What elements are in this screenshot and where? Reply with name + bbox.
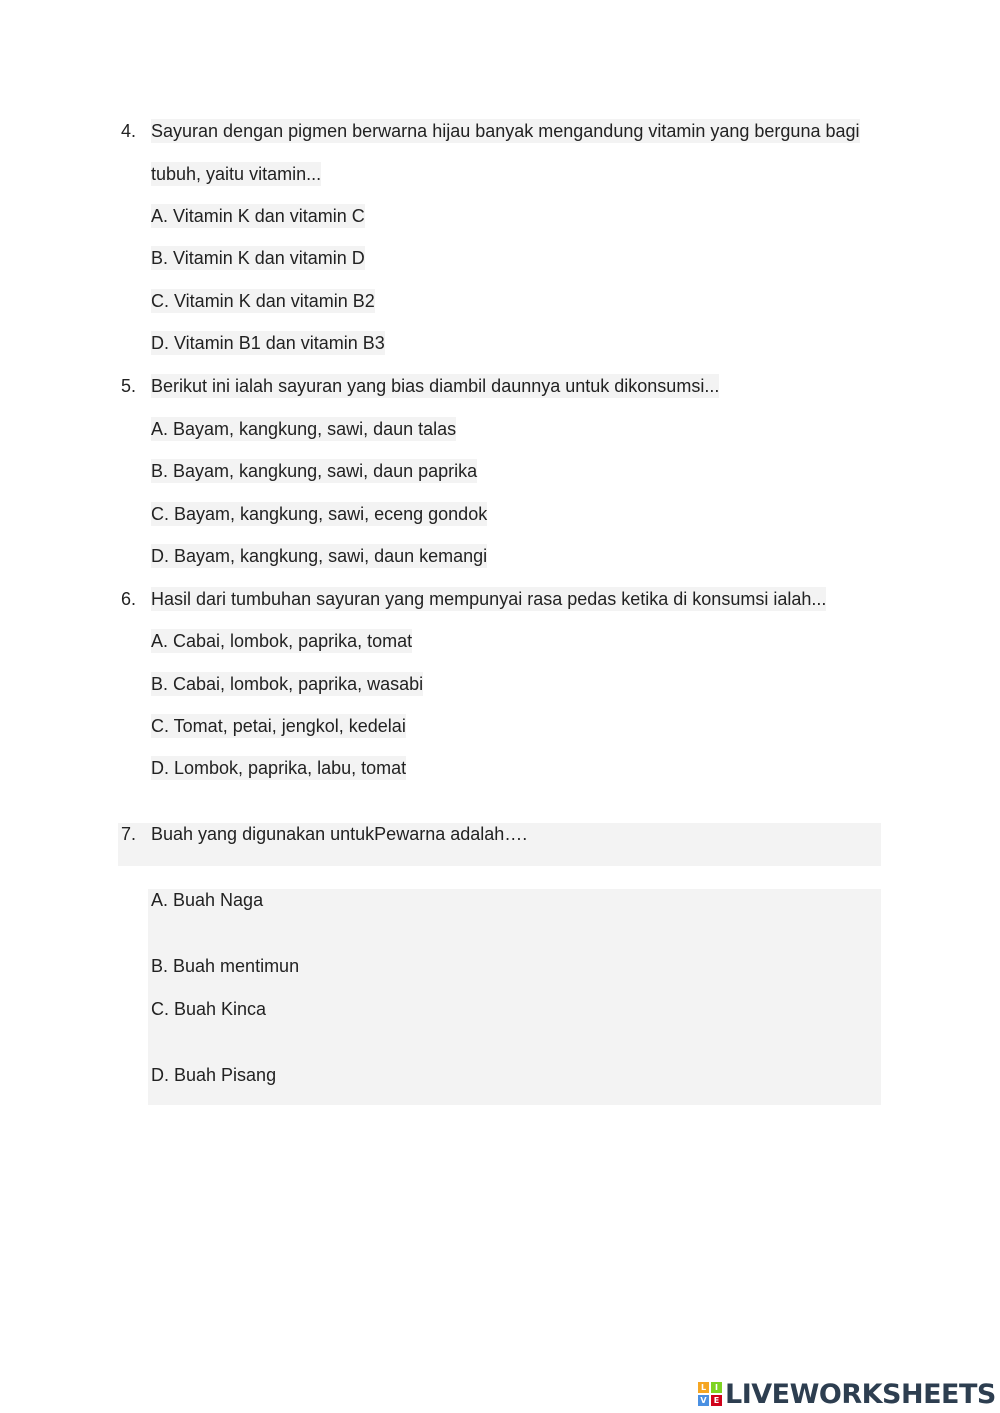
question-4-option-b[interactable]: B. Vitamin K dan vitamin D [151,248,365,268]
question-4-number: 4. [121,121,137,141]
question-7-option-a[interactable]: A. Buah Naga [151,890,264,910]
question-4-text-line1: Sayuran dengan pigmen berwarna hijau banyak mengandung vitamin yang berguna bagi [151,121,860,141]
question-5-text: Berikut ini ialah sayuran yang bias diambil daunnya untuk dikonsumsi... [151,376,720,396]
logo-cell-l: L [698,1382,709,1393]
question-7-number: 7. [121,824,137,844]
question-6-number: 6. [121,589,137,609]
logo-cell-e: E [711,1395,722,1406]
question-6-option-b[interactable]: B. Cabai, lombok, paprika, wasabi [151,674,424,694]
question-4-option-c[interactable]: C. Vitamin K dan vitamin B2 [151,291,375,311]
question-4-option-a[interactable]: A. Vitamin K dan vitamin C [151,206,365,226]
question-5-number: 5. [121,376,137,396]
question-6-option-d[interactable]: D. Lombok, paprika, labu, tomat [151,758,407,778]
logo-icon [698,1382,722,1406]
question-7-option-b[interactable]: B. Buah mentimun [151,956,300,976]
question-7-option-c[interactable]: C. Buah Kinca [151,999,267,1019]
logo-cell-i: I [711,1382,722,1393]
question-4-option-d[interactable]: D. Vitamin B1 dan vitamin B3 [151,333,385,353]
logo-text: LIVEWORKSHEETS [725,1378,996,1410]
question-6-text: Hasil dari tumbuhan sayuran yang mempunyai rasa pedas ketika di konsumsi ialah... [151,589,827,609]
question-7-text: Buah yang digunakan untukPewarna adalah…. [151,824,528,844]
question-5-option-c[interactable]: C. Bayam, kangkung, sawi, eceng gondok [151,504,488,524]
question-5-option-d[interactable]: D. Bayam, kangkung, sawi, daun kemangi [151,546,488,566]
question-5-option-a[interactable]: A. Bayam, kangkung, sawi, daun talas [151,419,457,439]
question-5-option-b[interactable]: B. Bayam, kangkung, sawi, daun paprika [151,461,478,481]
question-6-option-a[interactable]: A. Cabai, lombok, paprika, tomat [151,631,413,651]
logo-cell-v: V [698,1395,709,1406]
question-7-option-d[interactable]: D. Buah Pisang [151,1065,277,1085]
liveworksheets-logo[interactable] [698,1378,996,1410]
question-4-text-line2: tubuh, yaitu vitamin... [151,164,322,184]
question-6-option-c[interactable]: C. Tomat, petai, jengkol, kedelai [151,716,406,736]
